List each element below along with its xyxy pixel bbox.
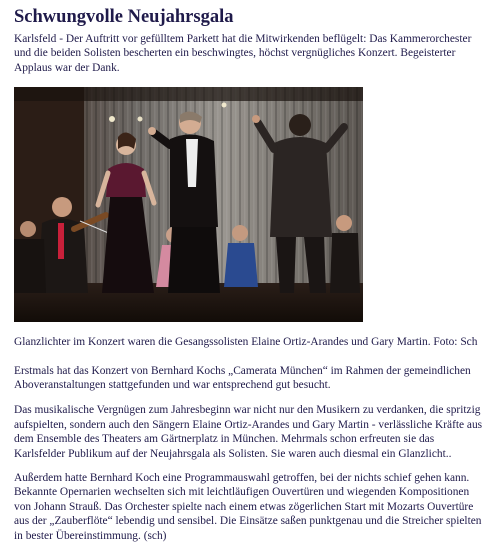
photo-caption: Glanzlichter im Konzert waren die Gesangssolisten Elaine Ortiz-Arandes und Gary Martin. Foto: Sch — [14, 336, 478, 349]
concert-photo — [14, 87, 363, 322]
article-lead: Karlsfeld - Der Auftritt vor gefülltem Parkett hat die Mitwirkenden beflügelt: Das Kammerorchester und die beiden Solisten bescherten ein beschwingtes, höchst vergnügliches Konzert. Begeisterter Applaus war der Dank. — [14, 33, 472, 74]
article — [14, 6, 488, 543]
article-headline: Schwungvolle Neujahrsgala — [14, 7, 234, 27]
article-paragraph: Außerdem hatte Bernhard Koch eine Programmauswahl getroffen, bei der nichts schief gehen kann. Bekannte Opernarien wechselten sich mit leichtläufigen Ouvertüren und wiegenden Kompositionen von Johann Strauß. Das Orchester spielte nach einem etwas zögerlichen Start mit Mozarts Ouvertüre aus der „Zauberflöte“ lebendig und sensibel. Die Einsätze saßen punktgenau und die Streicher spielten in bester Übereinstimmung. (sch) — [14, 472, 482, 542]
article-paragraph: Das musikalische Vergnügen zum Jahresbeginn war nicht nur den Musikern zu verdanken, die spritzig aufspielten, sondern auch den Sängern Elaine Ortiz-Arandes und Gary Martin - verlässliche Kräfte aus dem Ensemble des Theaters am Gärtnerplatz in München. Mehrmals schon erfreuten sie das Karlsfelder Publikum auf der Neujahrsgala als Solisten. Sie waren auch diesmal ein Glanzlicht.. — [14, 404, 483, 460]
article-paragraph: Erstmals hat das Konzert von Bernhard Kochs „Camerata München“ im Rahmen der gemeindlichen Aboveranstaltungen stattgefunden und war entsprechend gut besucht. — [14, 364, 471, 392]
concert-photo-illustration — [14, 87, 363, 322]
